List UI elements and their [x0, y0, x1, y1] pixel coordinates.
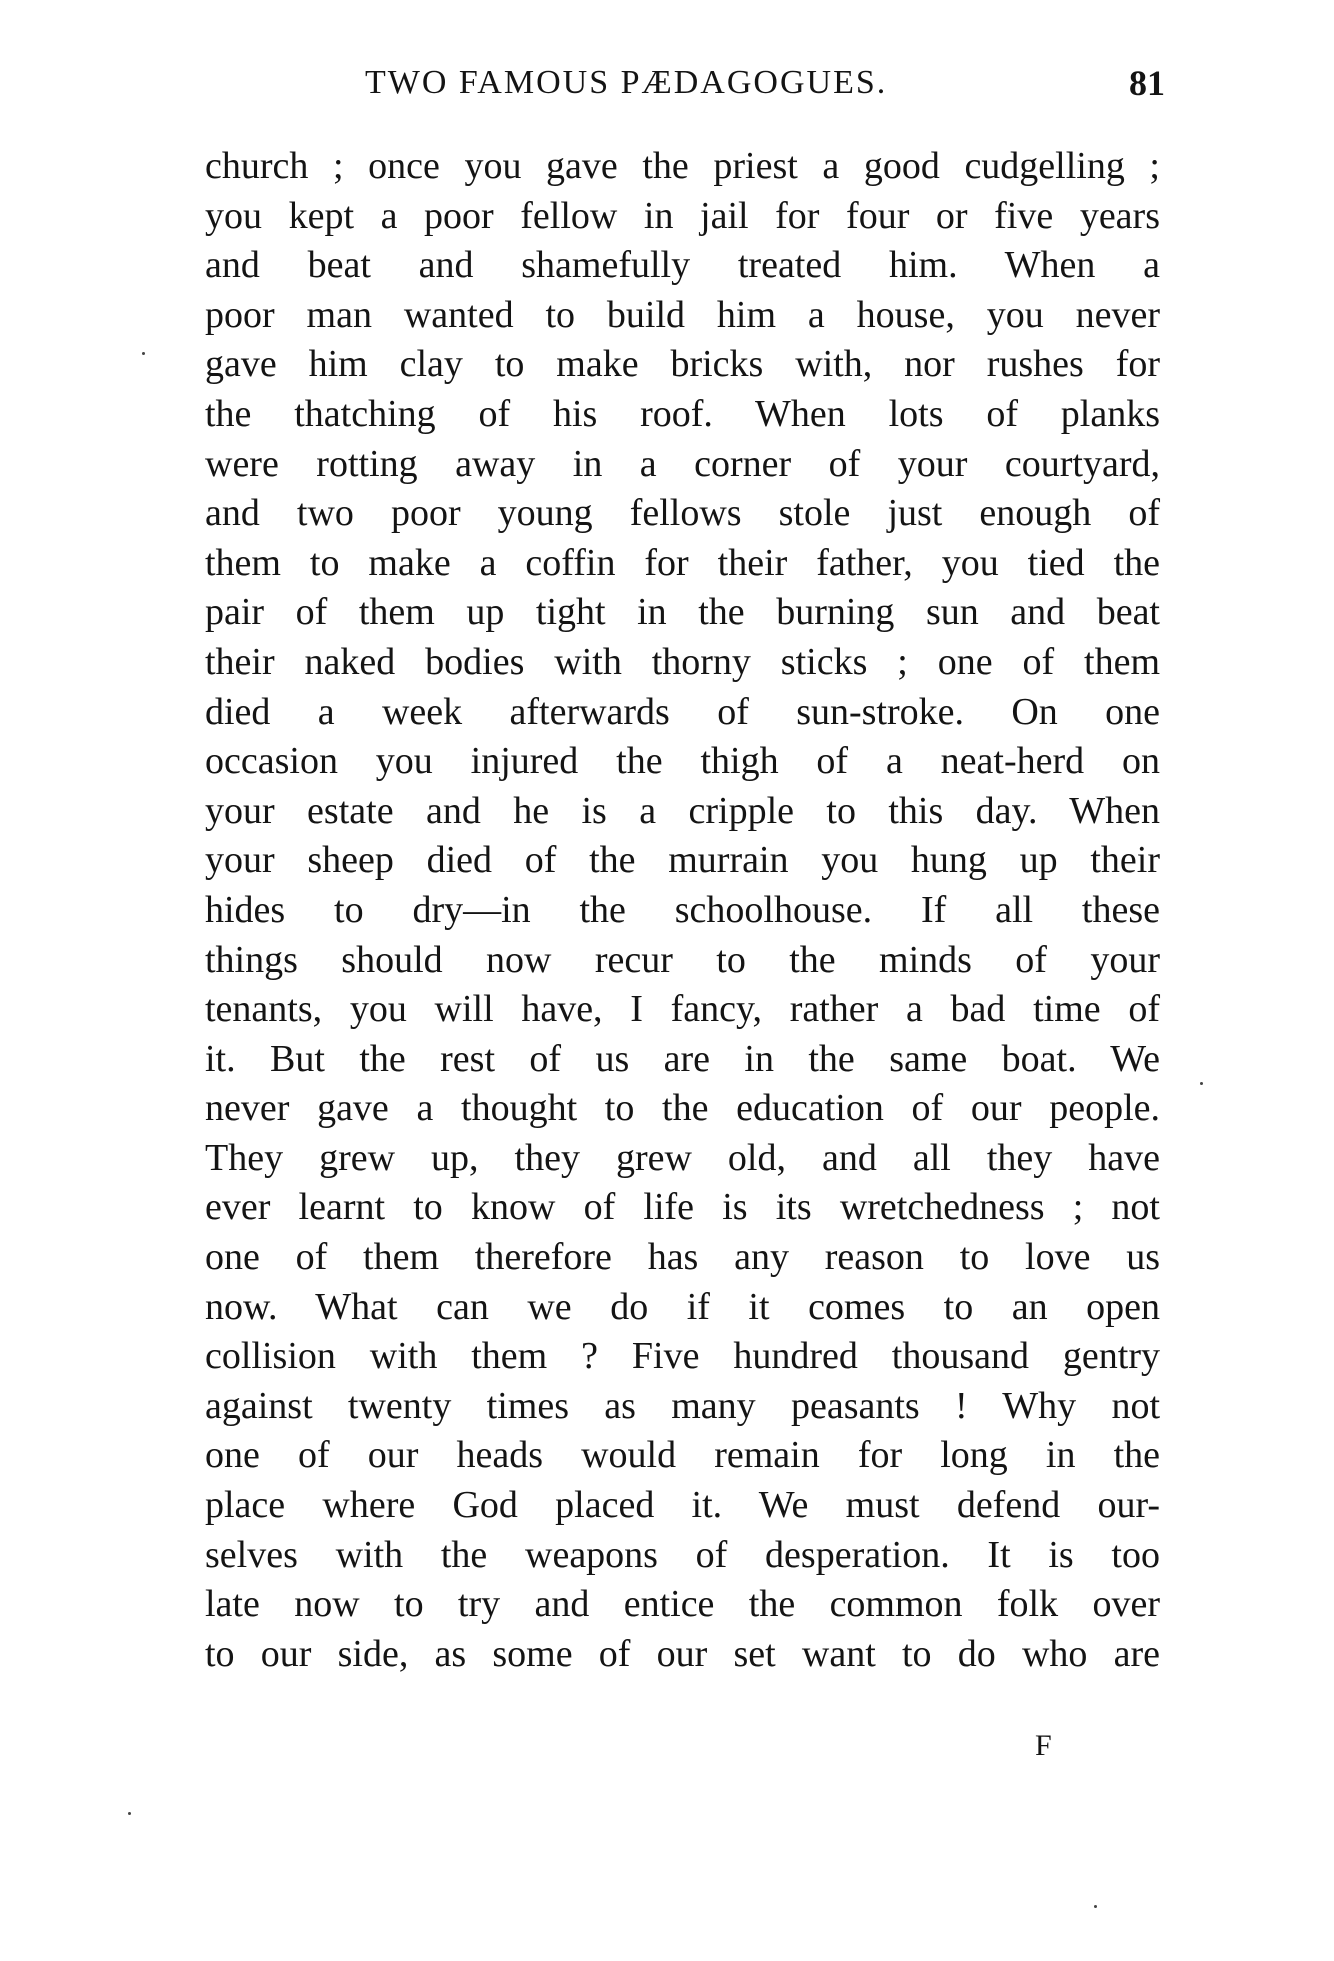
text-line: church ; once you gave the priest a good cudgelling ; [205, 145, 1160, 187]
running-head-title: TWO FAMOUS PÆDAGOGUES. [365, 64, 888, 101]
running-head [205, 58, 1165, 108]
text-line: your sheep died of the murrain you hung up their [205, 839, 1160, 882]
text-line: late now to try and entice the common folk over [205, 1583, 1160, 1626]
text-line: They grew up, they grew old, and all they have [205, 1136, 1160, 1179]
text-line: it. But the rest of us are in the same boat. We [205, 1037, 1160, 1080]
text-line: them to make a coffin for their father, you tied the [205, 541, 1160, 584]
text-line: never gave a thought to the education of our people. [205, 1087, 1160, 1130]
paper-speck [1200, 1082, 1203, 1085]
text-line: were rotting away in a corner of your courtyard, [205, 442, 1160, 485]
text-line: one of them therefore has any reason to love us [205, 1236, 1160, 1279]
text-line: things should now recur to the minds of your [205, 938, 1160, 981]
text-line: ever learnt to know of life is its wretchedness ; not [205, 1186, 1160, 1229]
text-line: selves with the weapons of desperation. It is too [205, 1533, 1160, 1576]
paper-speck [1094, 1905, 1097, 1908]
text-line: the thatching of his roof. When lots of planks [205, 392, 1160, 435]
text-line: poor man wanted to build him a house, you never [205, 293, 1160, 336]
text-line: pair of them up tight in the burning sun and beat [205, 591, 1160, 634]
text-line: you kept a poor fellow in jail for four or five years [205, 194, 1160, 237]
text-line: hides to dry—in the schoolhouse. If all these [205, 888, 1160, 931]
body-text [205, 142, 1160, 1679]
text-line: your estate and he is a cripple to this day. When [205, 789, 1160, 832]
text-line: to our side, as some of our set want to do who are [205, 1632, 1160, 1675]
page-number: 81 [1129, 63, 1165, 103]
text-line: tenants, you will have, I fancy, rather a bad time of [205, 988, 1160, 1031]
text-line: and beat and shamefully treated him. When a [205, 244, 1160, 287]
text-line: and two poor young fellows stole just enough of [205, 492, 1160, 535]
text-line: collision with them ? Five hundred thousand gentry [205, 1335, 1160, 1378]
paper-speck [142, 352, 145, 355]
text-line: against twenty times as many peasants ! Why not [205, 1384, 1160, 1427]
text-line: now. What can we do if it comes to an open [205, 1285, 1160, 1328]
text-line: occasion you injured the thigh of a neat-herd on [205, 740, 1160, 783]
text-line: died a week afterwards of sun-stroke. On one [205, 690, 1160, 733]
text-line: place where God placed it. We must defend our- [205, 1484, 1160, 1527]
paper-speck [128, 1812, 131, 1815]
signature-mark: F [1035, 1729, 1052, 1762]
text-line: gave him clay to make bricks with, nor rushes for [205, 343, 1160, 386]
text-line: one of our heads would remain for long in the [205, 1434, 1160, 1477]
text-line: their naked bodies with thorny sticks ; one of them [205, 640, 1160, 683]
